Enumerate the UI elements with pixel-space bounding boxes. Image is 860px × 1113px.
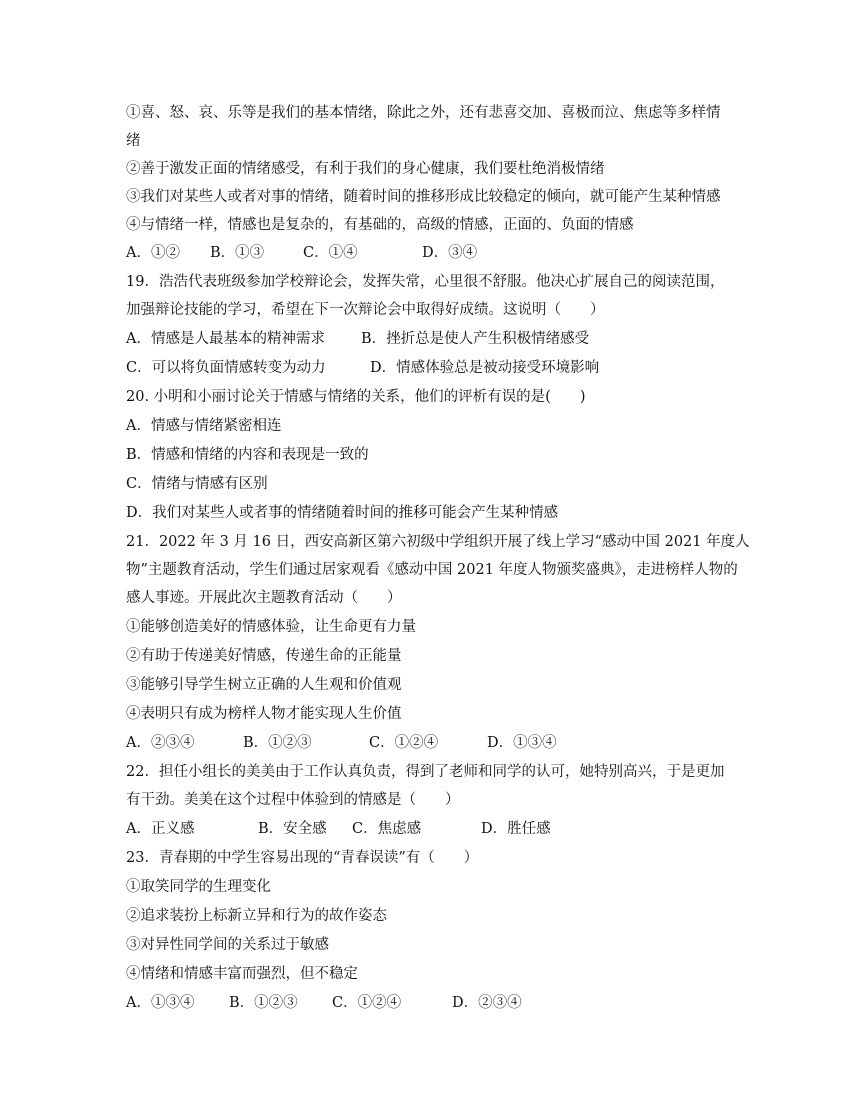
q22-stem-wrap: 有干劲。美美在这个过程中体验到的情感是（ ） xyxy=(126,792,460,808)
q20-stem: 20. 小明和小丽讨论关于情感与情绪的关系，他们的评析有误的是( ) xyxy=(126,389,586,405)
q21-option-b: B．①②③ xyxy=(243,735,312,751)
q20-option-d: D．我们对某些人或者事的情绪随着时间的推移可能会产生某种情感 xyxy=(126,505,559,521)
q21-statement-1: ①能够创造美好的情感体验，让生命更有力量 xyxy=(126,619,416,635)
q23-stem: 23．青春期的中学生容易出现的“青春误读”有（ ） xyxy=(126,850,479,866)
q23-statement-3: ③对异性同学间的关系过于敏感 xyxy=(126,937,329,953)
q22-option-b: B．安全感 xyxy=(258,821,327,837)
q19-stem: 19．浩浩代表班级参加学校辩论会，发挥失常，心里很不舒服。他决心扩展自己的阅读范围， xyxy=(126,274,725,290)
q19-option-b: B．挫折总是使人产生积极情绪感受 xyxy=(361,331,590,347)
q21-stem-wrap-1: 物”主题教育活动，学生们通过居家观看《感动中国 2021 年度人物颁奖盛典》，走进榜样人物的 xyxy=(126,562,738,578)
q22-option-a: A．正义感 xyxy=(126,821,195,837)
q21-statement-3: ③能够引导学生树立正确的人生观和价值观 xyxy=(126,677,402,693)
q23-statement-4: ④情绪和情感丰富而强烈，但不稳定 xyxy=(126,966,358,982)
q23-option-a: A．①③④ xyxy=(126,995,195,1011)
q20-option-b: B．情感和情绪的内容和表现是一致的 xyxy=(126,447,369,463)
q20-option-a: A．情感与情绪紧密相连 xyxy=(126,418,282,434)
q21-option-d: D．①③④ xyxy=(487,735,557,751)
q19-option-a: A．情感是人最基本的精神需求 xyxy=(126,331,325,347)
q19-option-d: D．情感体验总是被动接受环境影响 xyxy=(370,360,600,376)
q19-option-c: C．可以将负面情感转变为动力 xyxy=(126,360,326,376)
q18-option-d: D．③④ xyxy=(422,245,478,261)
q21-statement-2: ②有助于传递美好情感，传递生命的正能量 xyxy=(126,648,402,664)
q18-statement-2: ②善于激发正面的情绪感受，有利于我们的身心健康，我们要杜绝消极情绪 xyxy=(126,161,605,177)
q21-statement-4: ④表明只有成为榜样人物才能实现人生价值 xyxy=(126,706,402,722)
q18-statement-4: ④与情绪一样，情感也是复杂的，有基础的，高级的情感，正面的、负面的情感 xyxy=(126,217,634,233)
q23-option-c: C．①②④ xyxy=(332,995,402,1011)
q18-statement-1: ①喜、怒、哀、乐等是我们的基本情绪，除此之外，还有悲喜交加、喜极而泣、焦虑等多样情 xyxy=(126,105,721,121)
q18-option-a: A．①② xyxy=(126,245,180,261)
q21-stem-wrap-2: 感人事迹。开展此次主题教育活动（ ） xyxy=(126,590,402,606)
q21-stem: 21．2022 年 3 月 16 日，西安高新区第六初级中学组织开展了线上学习“感动中国 2021 年度人 xyxy=(126,534,750,550)
q22-option-c: C．焦虑感 xyxy=(352,821,422,837)
q21-option-c: C．①②④ xyxy=(369,735,439,751)
q22-stem: 22．担任小组长的美美由于工作认真负责，得到了老师和同学的认可，她特别高兴，于是更加 xyxy=(126,764,725,780)
q18-statement-1-wrap: 绪 xyxy=(126,133,141,149)
q23-option-b: B．①②③ xyxy=(229,995,298,1011)
q21-option-a: A．②③④ xyxy=(126,735,195,751)
q23-option-d: D．②③④ xyxy=(452,995,522,1011)
q20-option-c: C．情绪与情感有区别 xyxy=(126,476,268,492)
q22-option-d: D．胜任感 xyxy=(481,821,551,837)
q23-statement-1: ①取笑同学的生理变化 xyxy=(126,879,271,895)
q19-stem-wrap: 加强辩论技能的学习，希望在下一次辩论会中取得好成绩。这说明（ ） xyxy=(126,302,605,318)
q18-option-c: C．①④ xyxy=(303,245,358,261)
q18-statement-3: ③我们对某些人或者对事的情绪，随着时间的推移形成比较稳定的倾向，就可能产生某种情感 xyxy=(126,189,721,205)
q23-statement-2: ②追求装扮上标新立异和行为的故作姿态 xyxy=(126,908,387,924)
q18-option-b: B．①③ xyxy=(210,245,265,261)
